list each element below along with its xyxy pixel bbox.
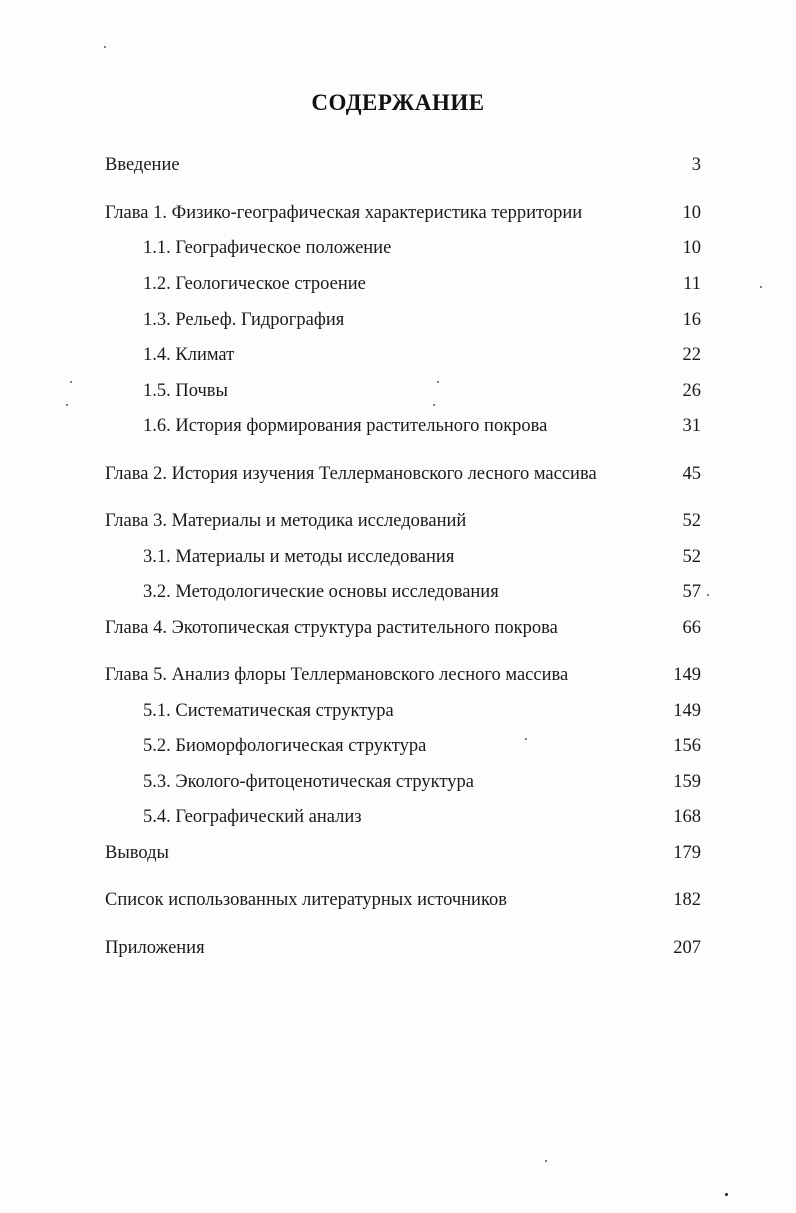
- toc-entry-section-1-1: [0, 236, 796, 260]
- scan-speck: [545, 1160, 547, 1162]
- toc-entry-section-5-2: [0, 734, 796, 758]
- toc-entry-page: 3: [691, 155, 701, 175]
- scan-speck: [433, 404, 435, 406]
- toc-entry-label: 5.2. Биоморфологическая структура: [143, 736, 427, 756]
- toc-entry-section-1-4: [0, 343, 796, 367]
- toc-entry-section-5-4: [0, 805, 796, 829]
- toc-entry-label: 5.4. Географический анализ: [143, 807, 362, 827]
- toc-entry-section-5-1: [0, 699, 796, 723]
- toc-entry-label: 1.1. Географическое положение: [143, 238, 392, 258]
- toc-entry-label: 3.2. Методологические основы исследования: [143, 582, 499, 602]
- toc-entry-page: 159: [673, 772, 701, 792]
- toc-entry-section-5-3: [0, 770, 796, 794]
- toc-entry-section-1-5: [0, 379, 796, 403]
- toc-entry-appendices: [0, 936, 796, 960]
- toc-entry-page: 52: [682, 547, 701, 567]
- toc-entry-label: Глава 4. Экотопическая структура растительного покрова: [105, 618, 558, 638]
- toc-entry-page: 52: [682, 511, 701, 531]
- toc-entry-chapter-2: [0, 462, 796, 486]
- toc-entry-page: 207: [673, 938, 701, 958]
- toc-entry-page: 149: [673, 701, 701, 721]
- toc-entry-label: Глава 3. Материалы и методика исследований: [105, 511, 467, 531]
- toc-entry-label: Глава 1. Физико-географическая характеристика территории: [105, 203, 583, 223]
- toc-entry-label: 3.1. Материалы и методы исследования: [143, 547, 455, 567]
- toc-entry-page: 182: [673, 890, 701, 910]
- toc-entry-chapter-4: [0, 616, 796, 640]
- toc-entry-chapter-1: [0, 201, 796, 225]
- toc-entry-page: 179: [673, 843, 701, 863]
- toc-entry-label: 5.1. Систематическая структура: [143, 701, 394, 721]
- toc-entry-chapter-3: [0, 509, 796, 533]
- toc-entry-label: 1.2. Геологическое строение: [143, 274, 366, 294]
- scan-speck: [70, 381, 72, 383]
- toc-entry-page: 66: [682, 618, 701, 638]
- scan-speck: [66, 404, 68, 406]
- toc-entry-section-3-1: [0, 545, 796, 569]
- scan-speck: [525, 738, 527, 740]
- toc-entry-label: Приложения: [105, 938, 205, 958]
- toc-entry-page: 31: [682, 416, 701, 436]
- toc-entry-page: 11: [683, 274, 701, 294]
- scan-speck: [707, 594, 709, 596]
- toc-entry-page: 10: [682, 238, 701, 258]
- toc-entry-section-3-2: [0, 580, 796, 604]
- toc-entry-page: 168: [673, 807, 701, 827]
- scan-speck: [725, 1193, 728, 1196]
- toc-entry-introduction: [0, 153, 796, 177]
- toc-entry-page: 10: [682, 203, 701, 223]
- toc-entry-section-1-6: [0, 414, 796, 438]
- toc-entry-page: 149: [673, 665, 701, 685]
- toc-entry-page: 22: [682, 345, 701, 365]
- toc-entry-label: 1.5. Почвы: [143, 381, 228, 401]
- page-title: СОДЕРЖАНИЕ: [311, 90, 485, 115]
- toc-entry-chapter-5: [0, 663, 796, 687]
- toc-entry-label: 5.3. Эколого-фитоценотическая структура: [143, 772, 474, 792]
- toc-entry-section-1-2: [0, 272, 796, 296]
- toc-entry-label: Введение: [105, 155, 180, 175]
- toc-entry-page: 26: [682, 381, 701, 401]
- toc-entry-label: 1.6. История формирования растительного покрова: [143, 416, 548, 436]
- toc-entry-section-1-3: [0, 308, 796, 332]
- toc-entry-label: Глава 2. История изучения Теллермановского лесного массива: [105, 464, 597, 484]
- toc-entry-page: 16: [682, 310, 701, 330]
- toc-entry-label: Глава 5. Анализ флоры Теллермановского лесного массива: [105, 665, 569, 685]
- toc-entry-label: 1.4. Климат: [143, 345, 235, 365]
- toc-entry-page: 156: [673, 736, 701, 756]
- scan-speck: [437, 381, 439, 383]
- toc-entry-label: Список использованных литературных источников: [105, 890, 507, 910]
- toc-entry-page: 45: [682, 464, 701, 484]
- toc-entry-label: 1.3. Рельеф. Гидрография: [143, 310, 345, 330]
- scan-speck: [760, 286, 762, 288]
- scan-speck: [104, 46, 106, 48]
- toc-entry-conclusions: [0, 841, 796, 865]
- toc-entry-references: [0, 888, 796, 912]
- toc-entry-label: Выводы: [105, 843, 169, 863]
- toc-entry-page: 57: [682, 582, 701, 602]
